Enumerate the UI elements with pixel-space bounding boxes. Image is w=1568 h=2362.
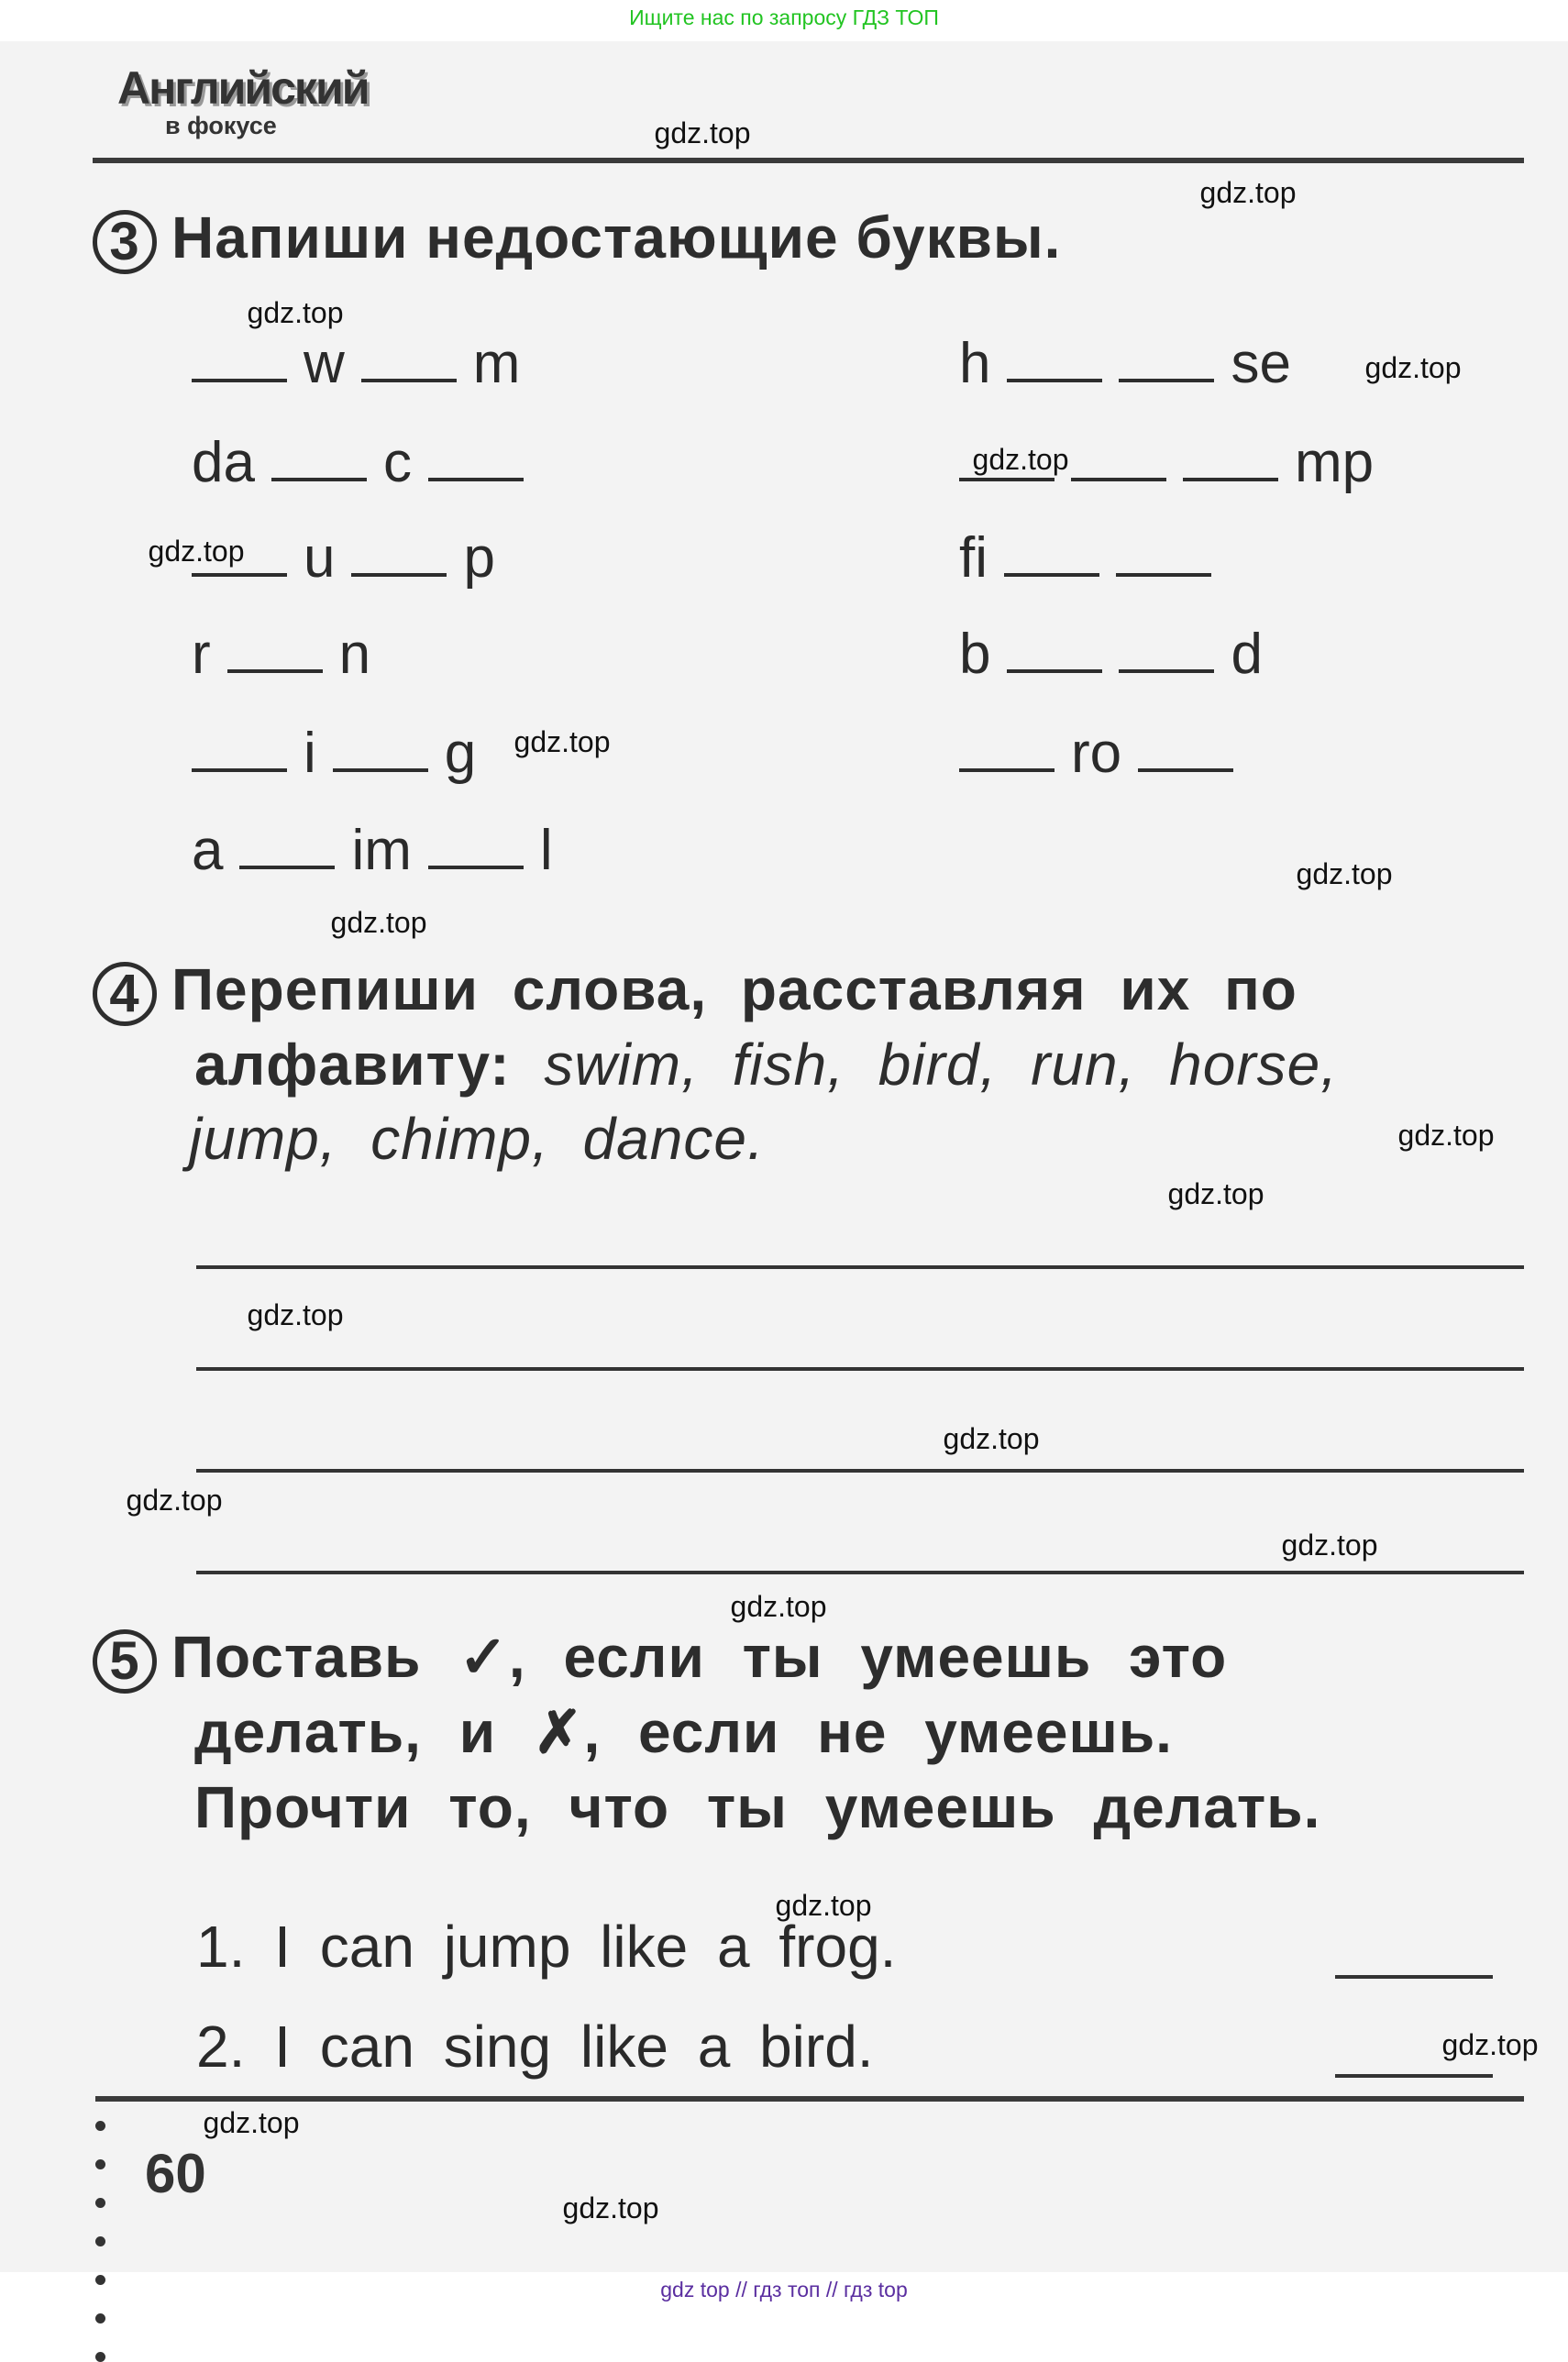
writing-line[interactable] [196, 1367, 1524, 1371]
letter-fragment: mp [1295, 431, 1375, 494]
binding-dot [95, 2313, 105, 2323]
watermark-text: gdz.top [730, 1590, 827, 1623]
watermark-text: gdz.top [203, 2106, 300, 2139]
letter-fragment: da [192, 431, 255, 494]
word-list: jump, chimp, dance. [189, 1106, 765, 1172]
letter-blank[interactable] [361, 333, 457, 382]
watermark-text: gdz.top [126, 1484, 223, 1517]
answer-line[interactable] [1335, 2074, 1493, 2078]
watermark-text: gdz.top [1281, 1529, 1378, 1562]
letter-blank[interactable] [959, 723, 1055, 772]
exercise-4-heading [93, 955, 1297, 1026]
gap-word-row [192, 623, 387, 687]
letter-blank[interactable] [192, 723, 287, 772]
word-list: swim, fish, bird, run, horse, [544, 1032, 1338, 1098]
gap-word-row [192, 431, 540, 495]
watermark-text: gdz.top [330, 906, 427, 939]
exercise-4-title: Перепиши слова, расставляя их по [171, 956, 1297, 1022]
letter-blank[interactable] [1119, 333, 1214, 382]
letter-fragment: ro [1071, 722, 1122, 785]
exercise-3-title: Напиши недостающие буквы. [171, 204, 1062, 270]
exercise-4-line3 [189, 1105, 765, 1173]
exercise-number: 4 [93, 962, 157, 1026]
letter-blank[interactable] [1071, 432, 1166, 481]
watermark-text: gdz.top [1397, 1119, 1495, 1152]
page-number: 60 [145, 2143, 206, 2204]
watermark-text: gdz.top [972, 443, 1069, 476]
letter-blank[interactable] [239, 820, 335, 869]
letter-fragment: l [539, 819, 553, 882]
gap-word-row [192, 722, 492, 786]
writing-line[interactable] [196, 1469, 1524, 1473]
letter-fragment: a [192, 819, 224, 882]
footer-rule [95, 2096, 1524, 2102]
letter-fragment: r [192, 623, 211, 686]
letter-blank[interactable] [1004, 527, 1099, 577]
gap-word-row [959, 722, 1250, 786]
watermark-text: gdz.top [562, 2191, 659, 2224]
footer-notice: gdz top // гдз топ // гдз top [660, 2278, 908, 2301]
exercise-5-line1: Поставь ✓, если ты умеешь это [171, 1624, 1228, 1690]
exercise-5-line3: Прочти то, что ты умеешь делать. [194, 1774, 1321, 1840]
exercise-4-line2 [194, 1031, 1338, 1098]
letter-fragment: u [304, 526, 336, 590]
letter-blank[interactable] [351, 527, 447, 577]
can-item: 1. I can jump like a frog. [196, 1914, 897, 1980]
exercise-3-heading [93, 204, 1061, 274]
letter-fragment: p [463, 526, 495, 590]
watermark-text: gdz.top [1199, 176, 1297, 209]
letter-blank[interactable] [428, 432, 524, 481]
binding-dot [95, 2159, 105, 2169]
watermark-text: gdz.top [1364, 351, 1462, 384]
letter-fragment: b [959, 623, 991, 686]
letter-fragment: n [338, 623, 371, 686]
binding-dot [95, 2198, 105, 2208]
letter-fragment: d [1231, 623, 1263, 686]
logo-subtitle: в фокусе [165, 112, 277, 139]
can-item: 2. I can sing like a bird. [196, 2014, 874, 2080]
header-rule [93, 158, 1524, 163]
letter-blank[interactable] [428, 820, 524, 869]
book-logo [117, 62, 369, 151]
letter-fragment: w [304, 332, 345, 395]
letter-fragment: i [304, 722, 316, 785]
watermark-text: gdz.top [513, 725, 611, 758]
watermark-text: gdz.top [247, 296, 344, 329]
letter-blank[interactable] [271, 432, 367, 481]
watermark-text: gdz.top [654, 116, 751, 149]
letter-fragment: fi [959, 526, 988, 590]
exercise-5-heading [93, 1623, 1227, 1694]
exercise-5-line2: делать, и ✗, если не умеешь. [194, 1699, 1173, 1765]
letter-blank[interactable] [1116, 527, 1211, 577]
gap-word-row [959, 623, 1279, 687]
letter-blank[interactable] [1138, 723, 1233, 772]
watermark-text: gdz.top [1167, 1177, 1264, 1210]
watermark-text: gdz.top [148, 535, 245, 568]
binding-dot [95, 2121, 105, 2131]
answer-line[interactable] [1335, 1975, 1493, 1979]
exercise-number: 3 [93, 210, 157, 274]
writing-line[interactable] [196, 1265, 1524, 1269]
watermark-text: gdz.top [247, 1298, 344, 1331]
letter-fragment: g [444, 722, 477, 785]
letter-blank[interactable] [1119, 624, 1214, 673]
letter-fragment: m [472, 332, 521, 395]
binding-dot [95, 2352, 105, 2362]
watermark-text: gdz.top [1441, 2028, 1539, 2061]
watermark-text: gdz.top [943, 1422, 1040, 1455]
gap-word-row [959, 526, 1228, 590]
watermark-text: gdz.top [775, 1889, 872, 1922]
logo-title: Английский [117, 62, 369, 114]
binding-dot [95, 2236, 105, 2246]
letter-blank[interactable] [1183, 432, 1278, 481]
search-notice: Ищите нас по запросу ГДЗ ТОП [629, 6, 939, 29]
letter-blank[interactable] [227, 624, 323, 673]
letter-fragment: se [1231, 332, 1291, 395]
letter-blank[interactable] [1007, 333, 1102, 382]
gap-word-row [192, 819, 569, 883]
letter-blank[interactable] [1007, 624, 1102, 673]
writing-line[interactable] [196, 1571, 1524, 1574]
alphabet-label: алфавиту: [194, 1032, 511, 1098]
letter-fragment: c [382, 431, 412, 494]
letter-blank[interactable] [333, 723, 428, 772]
letter-blank[interactable] [192, 333, 287, 382]
letter-fragment: h [959, 332, 991, 395]
gap-word-row [192, 332, 536, 396]
gap-word-row [959, 332, 1308, 396]
exercise-number: 5 [93, 1629, 157, 1694]
letter-fragment: im [351, 819, 412, 882]
watermark-text: gdz.top [1296, 857, 1393, 890]
